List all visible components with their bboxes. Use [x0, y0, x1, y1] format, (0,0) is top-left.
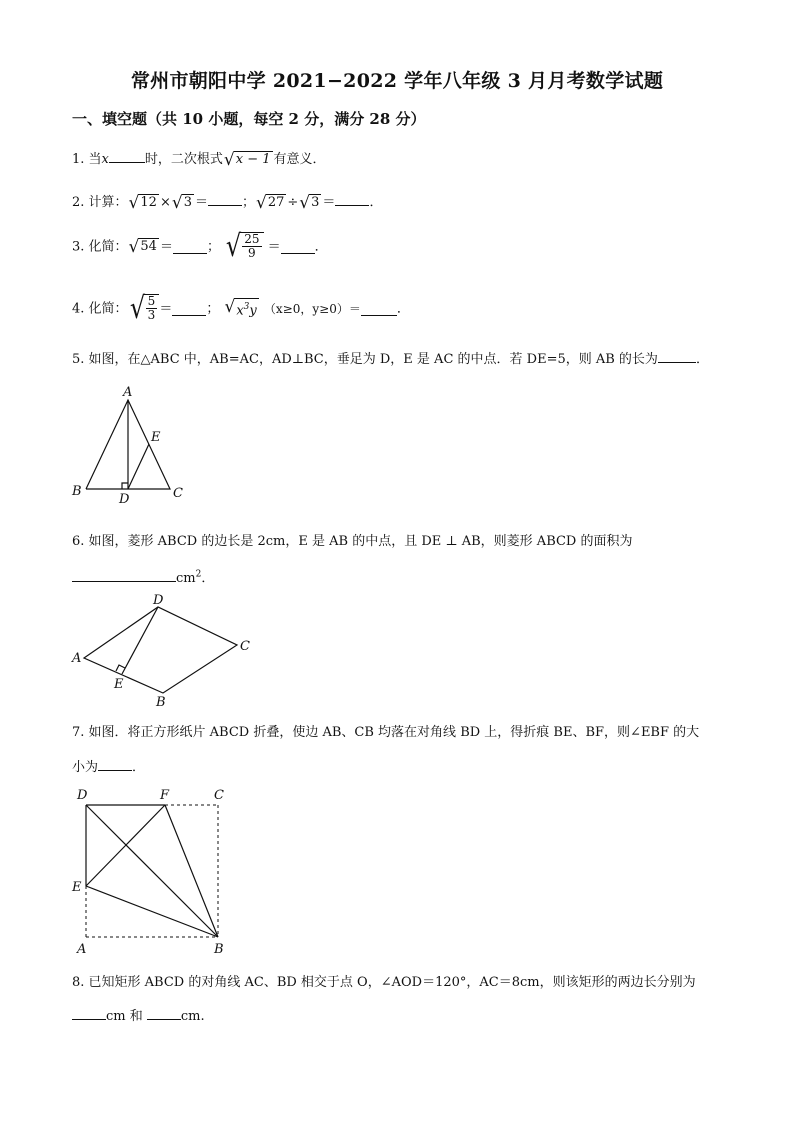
question-2 [72, 193, 382, 212]
q7-blank[interactable] [98, 758, 132, 771]
q4-blank-1[interactable] [172, 303, 206, 316]
q2-eq2: ＝ [322, 195, 336, 210]
q6-exp: 2 [195, 569, 202, 580]
section-heading: 一、填空题（共 10 小题，每空 2 分，满分 28 分） [72, 110, 426, 128]
question-3 [72, 229, 328, 264]
fig5-label-e: E [151, 430, 161, 445]
q5-blank[interactable] [658, 350, 696, 363]
q3-end: ． [314, 239, 328, 255]
q1-radicand: x − 1 [235, 151, 271, 167]
question-5 [72, 350, 709, 366]
fig5-label-c: C [173, 486, 183, 501]
q2-blank-2[interactable] [335, 193, 369, 206]
fig6-label-e: E [114, 677, 124, 692]
q2-times: × [159, 195, 171, 210]
fig7-label-f: F [160, 788, 170, 803]
q6-blank[interactable] [72, 569, 176, 582]
fig7-label-a: A [77, 942, 87, 957]
question-7-line-2 [72, 758, 145, 774]
fig5-label-a: A [123, 385, 133, 400]
q4-prefix: 4. 化简： [72, 301, 128, 317]
q2-end: ． [369, 195, 383, 210]
question-1 [72, 150, 326, 169]
q2-prefix: 2. 计算： [72, 195, 128, 210]
q6-end: ． [201, 571, 215, 586]
q1-blank[interactable] [109, 150, 145, 163]
q3-sep: ； [206, 239, 220, 255]
q2-blank-1[interactable] [208, 193, 242, 206]
figure-q6-rhombus [62, 592, 262, 712]
q4-blank-2[interactable] [361, 303, 397, 316]
fig5-label-d: D [119, 492, 130, 505]
q3-blank-2[interactable] [281, 241, 315, 254]
figure-q7-folded-square [62, 783, 242, 958]
q2-sqrt-1: √ 12 [128, 192, 157, 213]
q8-mid: cm 和 [106, 1009, 143, 1024]
q3-sqrt-frac: √ $\frac{25}{9}$ [224, 232, 263, 262]
q8-blank-2[interactable] [147, 1007, 181, 1020]
q3-prefix: 3. 化简： [72, 239, 128, 255]
page-title: 常州市朝阳中学 2021−2022 学年八年级 3 月月考数学试题 [130, 70, 664, 92]
fig7-label-d: D [77, 788, 88, 803]
fig7-label-e: E [72, 880, 82, 895]
fig6-label-b: B [156, 695, 166, 710]
q7-end: ． [132, 760, 146, 775]
q2-eq: ＝ [194, 195, 208, 210]
q5-end: ． [695, 352, 709, 367]
q5-text: 5. 如图，在△ABC 中，AB=AC，AD⊥BC，垂足为 D，E 是 AC 的中点．若 DE=5，则 AB 的长为 [72, 352, 658, 367]
q8-blank-1[interactable] [72, 1007, 106, 1020]
fig7-label-b: B [214, 942, 224, 957]
q3-blank-1[interactable] [173, 241, 207, 254]
fig6-label-c: C [240, 639, 250, 654]
q4-sqrt-xy: √ $x^3y$ [224, 297, 257, 319]
figure-q5-triangle [62, 380, 202, 505]
fig6-label-a: A [72, 651, 82, 666]
question-6-line-1: 6. 如图，菱形 ABCD 的边长是 2cm，E 是 AB 的中点，且 DE ⊥ AB，则菱形 ABCD 的面积为 [72, 534, 633, 549]
question-8-line-2 [72, 1007, 205, 1023]
question-4 [72, 291, 410, 326]
q2-sqrt-3: √ 27 [256, 192, 285, 213]
q6-unit: cm [176, 571, 196, 586]
q2-sqrt-2: √ 3 [171, 192, 192, 213]
q8-end: cm. [180, 1009, 205, 1024]
q1-post: 有意义． [273, 152, 326, 167]
question-8-line-1: 8. 已知矩形 ABCD 的对角线 AC、BD 相交于点 O，∠AOD＝120°，AC＝8cm，则该矩形的两边长分别为 [72, 975, 696, 990]
q4-condition: （x≥0，y≥0）＝ [263, 302, 361, 316]
fig5-label-b: B [72, 484, 82, 499]
q1-sqrt: √ x − 1 [223, 149, 271, 170]
q4-eq: ＝ [159, 301, 173, 317]
q1-mid: 时，二次根式 [144, 152, 223, 167]
q2-div: ÷ [287, 195, 299, 210]
question-7-line-1: 7. 如图．将正方形纸片 ABCD 折叠，使边 AB、CB 均落在对角线 BD 上，得折痕 BE、BF，则∠EBF 的大 [72, 725, 700, 740]
question-6-line-2 [72, 569, 214, 585]
q4-sep: ； [206, 301, 220, 317]
q3-eq2: ＝ [267, 239, 281, 255]
q1-prefix: 1. 当 [72, 152, 102, 167]
fig7-label-c: C [214, 788, 224, 803]
q4-sqrt-frac: √ $\frac{5}{3}$ [128, 294, 160, 324]
q1-var: x [101, 152, 109, 167]
q2-sep: ； [241, 195, 255, 210]
q3-eq: ＝ [159, 239, 173, 255]
q3-sqrt-1: √ 54 [128, 237, 157, 257]
q7-line-2-text: 小为 [72, 760, 99, 775]
fig6-label-d: D [153, 593, 164, 608]
q4-end: ． [396, 301, 410, 317]
q2-sqrt-4: √ 3 [299, 192, 320, 213]
